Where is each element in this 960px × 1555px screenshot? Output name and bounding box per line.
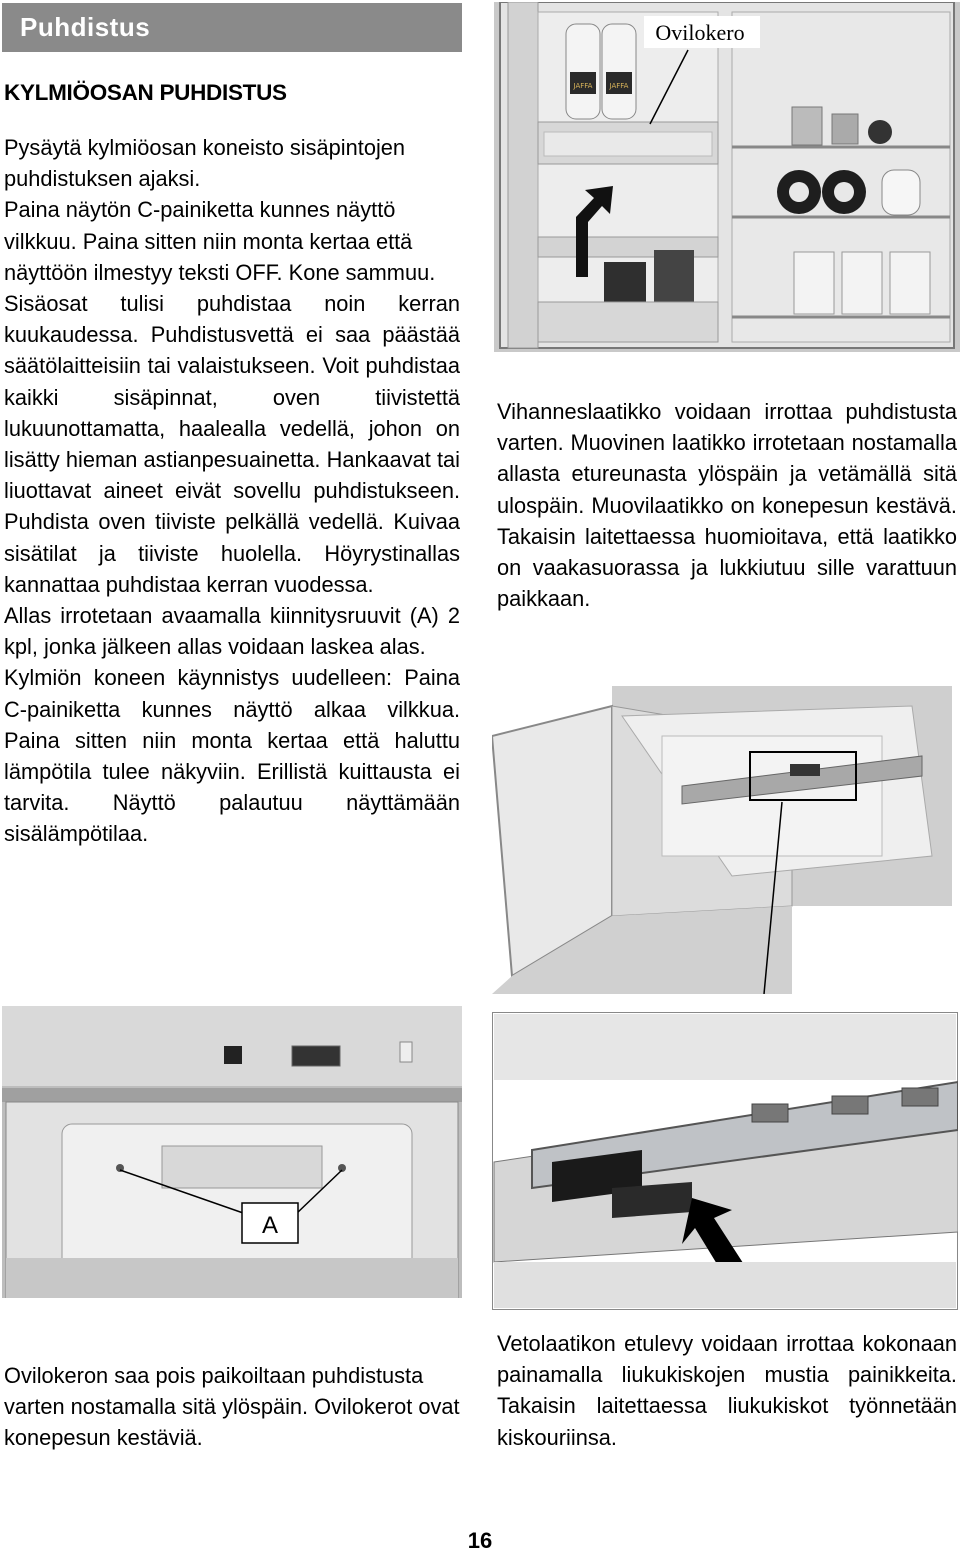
paragraph-restart: Kylmiön koneen käynnistys uudelleen: Paina C-painiketta kunnes näyttö alkaa vilkkua. Paina sitten niin monta kertaa että haluttu lämpötila tulee näkyviin. Erillistä kuittausta ei tarvita. Näyttö palautuu näyttämään sisälämpötilaa. [4,665,460,847]
drawer-rail-illustration [492,1012,958,1310]
vegetable-drawer-illustration [492,676,960,994]
page-number: 16 [467,1528,493,1553]
screw-label-a: A [261,1212,279,1239]
caption-door-shelf: Ovilokeron saa pois paikoiltaan puhdistusta varten nostamalla sitä ylöspäin. Ovilokerot ovat konepesun kestäviä. [4,1363,460,1451]
paragraph-cleaning: Sisäosat tulisi puhdistaa noin kerran kuukaudessa. Puhdistusvettä ei saa päästää säätölaitteisiin tai valaistukseen. Voit puhdistaa kaikki sisäpinnat, oven tiivistettä lukuunottamatta, haalealla vedellä, johon on lisätty hieman astianpesuainetta. Hankaavat tai liuottavat aineet eivät sovellu puhdistukseen. Puhdista oven tiiviste pelkällä vedellä. Kuivaa sisätilat ja tiiviste huolella. Höyrystinallas kannattaa puhdistaa kerran vuodessa. [4,291,460,597]
door-shelf-photo [494,2,960,352]
right-column [497,396,957,614]
caption-drawer-front: Vetolaatikon etulevy voidaan irrottaa kokonaan painamalla liukukiskojen mustia painikkeita. Takaisin laitettaessa liukukiskot työnnetään kiskouriinsa. [497,1331,957,1450]
evaporator-basin-photo [2,1006,462,1298]
jar-label-1: JAFFA [573,82,593,90]
paragraph-basin: Allas irrotetaan avaamalla kiinnitysruuvit (A) 2 kpl, jonka jälkeen allas voidaan laskea alas. [4,603,460,660]
paragraph-vegetable-drawer: Vihanneslaatikko voidaan irrottaa puhdistusta varten. Muovinen laatikko irrotetaan nostamalla allasta etureunasta ylöspäin ja vetämällä sitä ulospäin. Muovilaatikko on konepesun kestävä. Takaisin laitettaessa huomioitava, että laatikko on vaakasuorassa ja lukkiutuu sille varattuun paikkaan. [497,399,957,612]
paragraph-off: Paina näytön C-painiketta kunnes näyttö vilkkuu. Paina sitten niin monta kertaa että näyttöön ilmestyy teksti OFF. Kone sammuu. [4,197,436,285]
section-header: Puhdistus [2,3,462,52]
section-title: KYLMIÖOSAN PUHDISTUS [4,80,287,105]
evaporator-basin-illustration [2,1006,462,1298]
paragraph-stop: Pysäytä kylmiöosan koneisto sisäpintojen puhdistuksen ajaksi. [4,135,406,192]
left-column [4,132,460,850]
jar-label-2: JAFFA [609,82,629,90]
drawer-rail-photo [492,1012,958,1310]
door-shelf-illustration [494,2,960,352]
door-shelf-label: Ovilokero [655,20,745,45]
vegetable-drawer-photo [492,676,960,994]
